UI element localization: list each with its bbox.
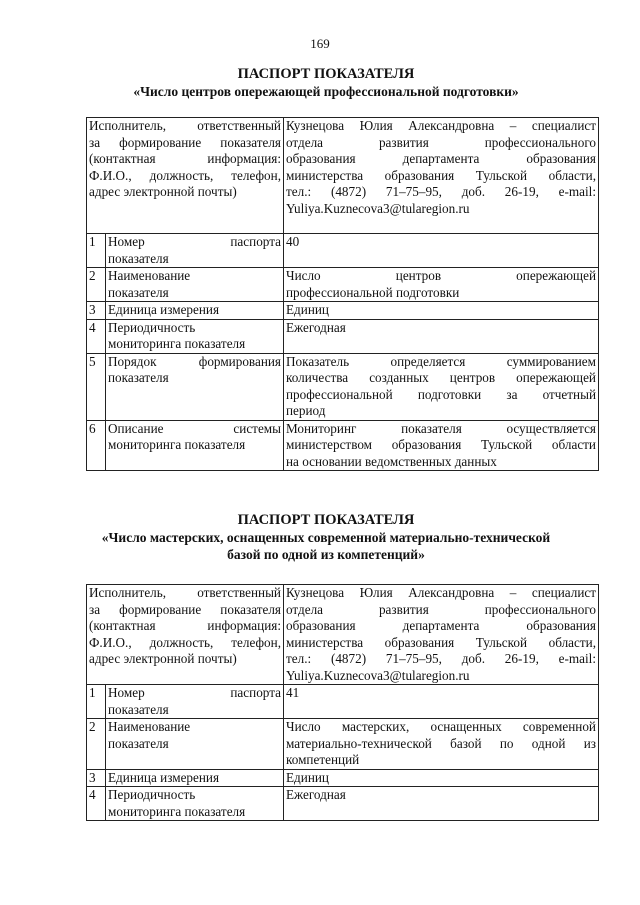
row-value-line: на основании ведомственных данных (286, 453, 497, 469)
executor-label-line: Исполнитель, ответственный (89, 118, 281, 133)
executor-label-line: за формирование показателя (89, 601, 281, 617)
row-label (106, 268, 284, 302)
row-label (106, 319, 284, 353)
row-label-line: Периодичность (108, 319, 196, 335)
table-row (87, 118, 599, 234)
table-row (87, 685, 599, 719)
row-number: 2 (87, 719, 106, 770)
executor-value (284, 118, 599, 234)
table-row (87, 319, 599, 353)
row-value-line: 41 (286, 685, 300, 700)
row-label-line: Единица измерения (108, 769, 220, 785)
row-value-line: количества созданных центров опережающей (286, 370, 596, 385)
row-label (106, 769, 284, 787)
row-label-line: показателя (108, 735, 169, 751)
row-label (106, 685, 284, 719)
executor-label-line: Ф.И.О., должность, телефон, (89, 167, 281, 183)
row-value (284, 685, 599, 719)
row-value-line: Число мастерских, оснащенных современной (286, 719, 596, 734)
row-label-line: Порядок формирования (108, 353, 281, 369)
row-value-line: Единиц (286, 302, 329, 317)
row-value (284, 353, 599, 420)
executor-label-line: адрес электронной почты) (89, 184, 237, 199)
row-label (106, 302, 284, 320)
executor-label-line: Ф.И.О., должность, телефон, (89, 634, 281, 650)
row-value-line: Число центров опережающей (286, 268, 596, 283)
executor-email: Yuliya.Kuznecova3@tularegion.ru (286, 200, 470, 216)
row-label (106, 719, 284, 770)
row-number: 1 (87, 234, 106, 268)
passport-heading: ПАСПОРТ ПОКАЗАТЕЛЯ (237, 512, 415, 528)
row-label-line: Наименование (108, 719, 191, 734)
executor-value-line: отдела развития профессионального (286, 134, 596, 150)
row-label-line: показателя (108, 284, 169, 300)
row-value-line: компетенций (286, 752, 360, 767)
executor-label-line: Исполнитель, ответственный (89, 585, 281, 600)
passport-subtitle-line: «Число центров опережающей профессиональной подготовки» (133, 84, 519, 99)
row-label (106, 353, 284, 420)
table-row (87, 353, 599, 420)
passport-subtitle-line: «Число мастерских, оснащенных современной материально-технической (101, 530, 551, 545)
executor-value-line: Кузнецова Юлия Александровна – специалист (286, 585, 596, 600)
row-label-line: Номер паспорта (108, 685, 281, 700)
row-value (284, 769, 599, 787)
row-value (284, 302, 599, 320)
row-value-line: министерством образования Тульской области (286, 437, 596, 452)
row-value (284, 719, 599, 770)
executor-value (284, 585, 599, 685)
table-row (87, 769, 599, 787)
row-value-line: Единиц (286, 769, 329, 785)
executor-value-line: министерства образования Тульской области, (286, 634, 596, 650)
row-label-line: мониторинга показателя (108, 437, 246, 452)
row-value-line: 40 (286, 234, 300, 249)
executor-email: Yuliya.Kuznecova3@tularegion.ru (286, 667, 470, 683)
passport-title-1 (60, 66, 592, 100)
row-number: 4 (87, 787, 106, 821)
row-label-line: Наименование (108, 268, 191, 283)
page-number: 169 (310, 36, 330, 51)
table-row (87, 420, 599, 471)
executor-value-line: образования департамента образования (286, 151, 596, 166)
row-value (284, 787, 599, 821)
row-value (284, 420, 599, 471)
passport-heading: ПАСПОРТ ПОКАЗАТЕЛЯ (237, 66, 415, 82)
table-row (87, 787, 599, 821)
table-row (87, 585, 599, 685)
row-number: 4 (87, 319, 106, 353)
row-value-line: Мониторинг показателя осуществляется (286, 420, 596, 436)
table-row (87, 719, 599, 770)
row-label-line: мониторинга показателя (108, 336, 246, 351)
row-label-line: показателя (108, 250, 169, 266)
row-number: 3 (87, 302, 106, 320)
row-label-line: показателя (108, 701, 169, 717)
passport-title-2 (60, 512, 592, 563)
row-number: 6 (87, 420, 106, 471)
executor-value-line: тел.: (4872) 71–75–95, доб. 26-19, e-mail: (286, 651, 596, 666)
row-label (106, 234, 284, 268)
row-value (284, 319, 599, 353)
row-label-line: Периодичность (108, 787, 196, 802)
row-number: 1 (87, 685, 106, 719)
executor-label-line: (контактная информация: (89, 618, 281, 633)
row-value-line: профессиональной подготовки за отчетный (286, 386, 596, 402)
executor-label (87, 118, 284, 234)
passport-table-2 (86, 584, 599, 821)
row-number: 5 (87, 353, 106, 420)
row-number: 3 (87, 769, 106, 787)
table-row (87, 234, 599, 268)
executor-label-line: за формирование показателя (89, 134, 281, 150)
row-label (106, 420, 284, 471)
row-value-line: Ежегодная (286, 787, 346, 802)
row-label-line: Номер паспорта (108, 234, 281, 249)
executor-value-line: Кузнецова Юлия Александровна – специалист (286, 118, 596, 133)
row-label-line: показателя (108, 370, 169, 385)
row-value-line: период (286, 403, 326, 418)
passport-table-1 (86, 117, 599, 471)
row-value-line: Показатель определяется суммированием (286, 353, 596, 369)
executor-label (87, 585, 284, 685)
row-value-line: Ежегодная (286, 319, 346, 335)
executor-label-line: (контактная информация: (89, 151, 281, 166)
passport-subtitle-line: базой по одной из компетенций» (227, 547, 425, 562)
row-value-line: профессиональной подготовки (286, 284, 460, 300)
row-value (284, 268, 599, 302)
row-value (284, 234, 599, 268)
executor-value-line: министерства образования Тульской области, (286, 167, 596, 183)
executor-value-line: отдела развития профессионального (286, 601, 596, 617)
row-label (106, 787, 284, 821)
table-row (87, 268, 599, 302)
row-label-line: мониторинга показателя (108, 803, 246, 819)
executor-label-line: адрес электронной почты) (89, 651, 237, 666)
executor-value-line: тел.: (4872) 71–75–95, доб. 26-19, e-mail: (286, 184, 596, 199)
row-value-line: материально-технической базой по одной из (286, 735, 596, 751)
table-row (87, 302, 599, 320)
row-label-line: Описание системы (108, 420, 281, 436)
row-number: 2 (87, 268, 106, 302)
executor-value-line: образования департамента образования (286, 618, 596, 633)
row-label-line: Единица измерения (108, 302, 220, 317)
